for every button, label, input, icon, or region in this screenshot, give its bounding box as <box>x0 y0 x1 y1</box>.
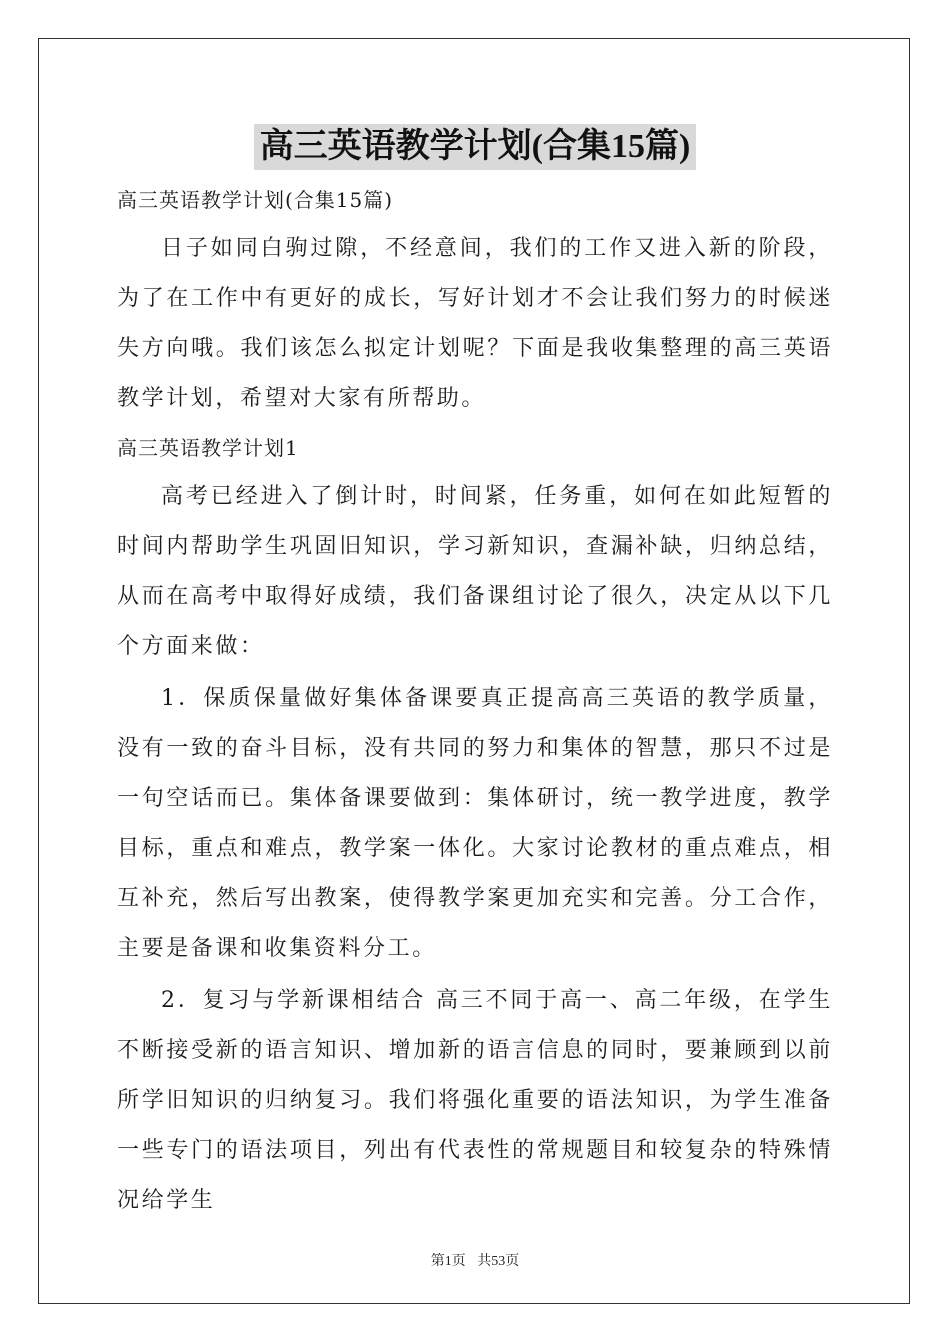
page-total: 共53页 <box>477 1254 520 1269</box>
section-heading: 高三英语教学计划1 <box>117 436 299 460</box>
title-block <box>0 124 950 170</box>
body-paragraph: 2．复习与学新课相结合 高三不同于高一、高二年级，在学生不断接受新的语言知识、增加新的语言信息的同时，要兼顾到以前所学旧知识的归纳复习。我们将强化重要的语法知识，为学生准备一些专门的语法项目，列出有代表性的常规题目和较复杂的特殊情况给学生 <box>117 988 833 1213</box>
document-body <box>117 176 833 1226</box>
body-paragraph: 1．保质保量做好集体备课要真正提高高三英语的教学质量，没有一致的奋斗目标，没有共同的努力和集体的智慧，那只不过是一句空话而已。集体备课要做到：集体研讨，统一教学进度，教学目标，重点和难点，教学案一体化。大家讨论教材的重点难点，相互补充，然后写出教案，使得教学案更加充实和完善。分工合作，主要是备课和收集资料分工。 <box>117 686 833 961</box>
intro-paragraph: 日子如同白驹过隙，不经意间，我们的工作又进入新的阶段，为了在工作中有更好的成长，写好计划才不会让我们努力的时候迷失方向哦。我们该怎么拟定计划呢？下面是我收集整理的高三英语教学计划，希望对大家有所帮助。 <box>117 236 833 411</box>
document-title: 高三英语教学计划(合集15篇) <box>254 124 697 170</box>
page-footer <box>0 1250 950 1270</box>
page-number: 第1页 <box>430 1254 466 1269</box>
body-paragraph: 高考已经进入了倒计时，时间紧，任务重，如何在如此短暂的时间内帮助学生巩固旧知识，学习新知识，查漏补缺，归纳总结，从而在高考中取得好成绩，我们备课组讨论了很久，决定从以下几个方面来做： <box>117 484 833 659</box>
document-subtitle: 高三英语教学计划(合集15篇) <box>117 188 394 212</box>
